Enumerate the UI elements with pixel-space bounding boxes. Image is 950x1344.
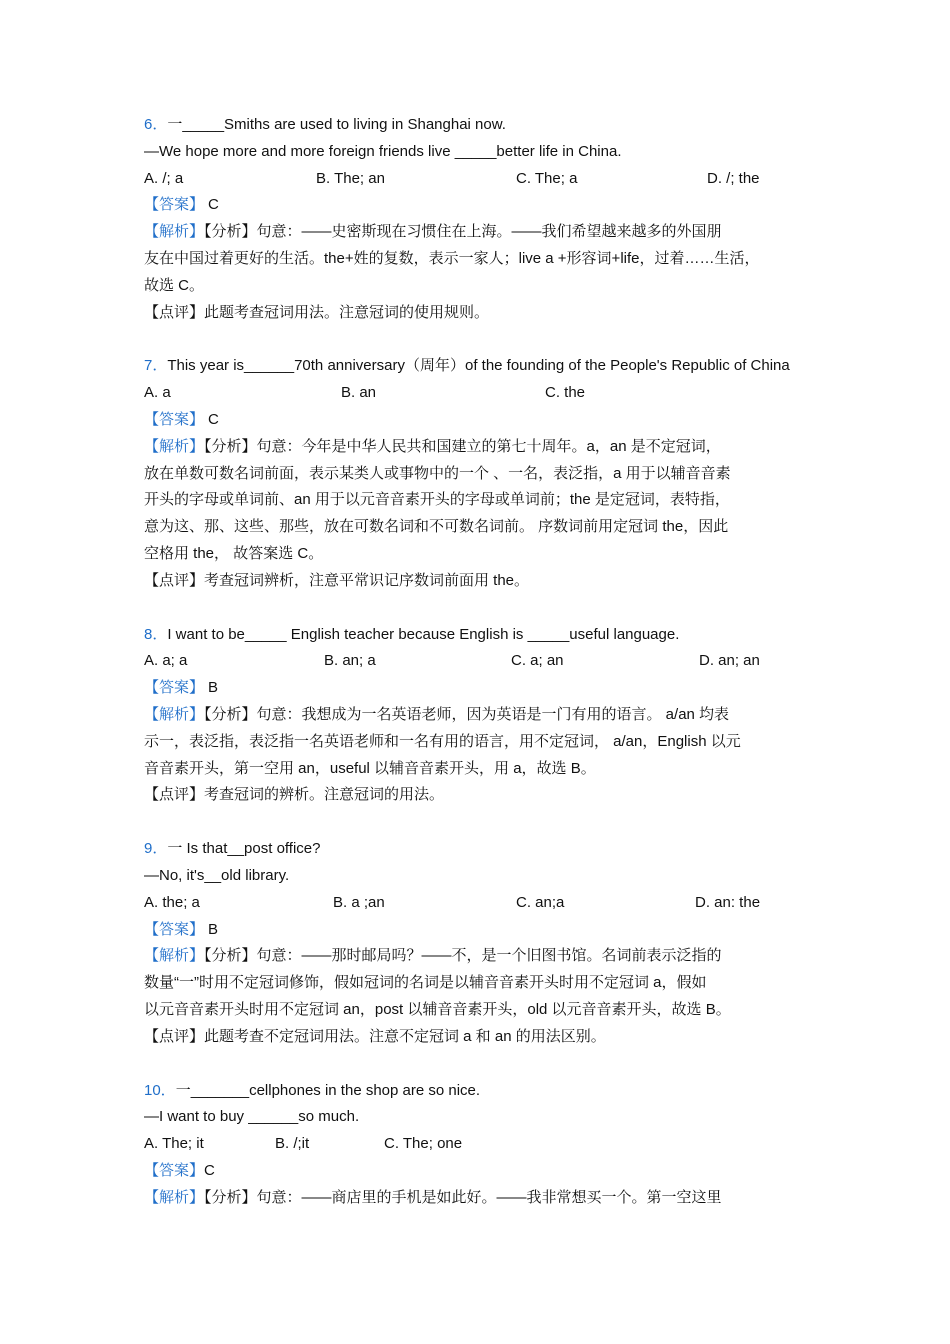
analysis-line <box>144 756 824 783</box>
analysis-tag: 【解析】 <box>144 223 205 241</box>
options-row <box>144 890 824 917</box>
analysis-text: 【分析】句意：我想成为一名英语老师，因为英语是一门有用的语言。 a/an 均表 <box>204 705 730 723</box>
comment-line: 【点评】此题考查冠词用法。注意冠词的使用规则。 <box>144 303 490 321</box>
answer-tag: 【答案】 <box>144 196 205 214</box>
spacer <box>144 595 824 622</box>
analysis-tag: 【解析】 <box>144 705 205 723</box>
analysis-text: 【分析】句意：——商店里的手机是如此好。——我非常想买一个。第一空这里 <box>204 1188 722 1206</box>
analysis-line <box>144 970 824 997</box>
question-block <box>144 622 824 810</box>
option: B. an <box>341 384 377 402</box>
question-text: 一_____Smiths are used to living in Shanghai now. <box>167 116 506 133</box>
analysis-tag: 【解析】 <box>144 437 205 455</box>
spacer <box>144 809 824 836</box>
option: A. a; a <box>144 652 188 670</box>
question-block <box>144 112 824 326</box>
analysis-tag: 【解析】 <box>144 1188 205 1206</box>
spacer <box>144 1051 824 1078</box>
answer-value: B <box>208 920 219 938</box>
analysis-text: 友在中国过着更好的生活。the+姓的复数，表示一家人；live a +形容词+life，过着……生活， <box>144 249 760 267</box>
analysis-text: 【分析】句意：今年是中华人民共和国建立的第七十周年。a，an 是不定冠词， <box>204 437 721 455</box>
answer-line <box>144 675 824 702</box>
answer-tag: 【答案】 <box>144 1161 205 1179</box>
question-text: 一_______cellphones in the shop are so nice. <box>175 1081 481 1099</box>
option: A. The; it <box>144 1135 204 1153</box>
option: C. a; an <box>511 652 564 670</box>
question-stem <box>144 353 824 380</box>
analysis-line <box>144 434 824 461</box>
question-stem: —No, it's__old library. <box>144 866 290 884</box>
options-row <box>144 380 824 407</box>
question-text: This year is______70th anniversary（周年）of the founding of the People's Republic of China <box>167 357 790 375</box>
option: B. an; a <box>324 652 376 670</box>
question-text: 一 Is that__post office? <box>167 840 321 858</box>
document-page <box>144 112 824 1211</box>
question-stem <box>144 112 824 139</box>
answer-line <box>144 192 824 219</box>
answer-value: C <box>208 196 219 214</box>
analysis-text: 以元音音素开头时用不定冠词 an，post 以辅音音素开头，old 以元音音素开头，故选 B。 <box>144 1000 731 1018</box>
option: C. an;a <box>516 893 565 911</box>
comment-line: 【点评】此题考查不定冠词用法。注意不定冠词 a 和 an 的用法区别。 <box>144 1027 606 1045</box>
question-number: 10． <box>144 1081 176 1099</box>
question-text: I want to be_____ English teacher because English is _____useful language. <box>167 625 680 643</box>
answer-line <box>144 917 824 944</box>
answer-tag: 【答案】 <box>144 679 205 697</box>
question-stem <box>144 836 824 863</box>
question-number: 9． <box>144 840 168 858</box>
analysis-text: 放在单数可数名词前面，表示某类人或事物中的一个 、一名，表泛指，a 用于以辅音音素 <box>144 464 731 482</box>
question-stem <box>144 1078 824 1105</box>
analysis-text: 故选 C。 <box>144 276 205 294</box>
question-block <box>144 836 824 1050</box>
option: B. /;it <box>275 1135 310 1153</box>
answer-value: C <box>208 410 219 428</box>
option: A. /; a <box>144 169 184 187</box>
question-number: 6． <box>144 116 168 133</box>
question-number: 8． <box>144 625 168 643</box>
option: D. an: the <box>695 893 761 911</box>
analysis-line <box>144 514 824 541</box>
answer-value: C <box>204 1161 215 1179</box>
option: B. The; an <box>316 169 385 187</box>
comment-line: 【点评】考查冠词辨析，注意平常识记序数词前面用 the。 <box>144 571 530 589</box>
answer-line <box>144 1158 824 1185</box>
analysis-text: 数量“一”时用不定冠词修饰，假如冠词的名词是以辅音音素开头时用不定冠词 a，假如 <box>144 974 707 992</box>
analysis-line <box>144 273 824 300</box>
question-block <box>144 353 824 594</box>
analysis-text: 意为这、那、这些、那些，放在可数名词和不可数名词前。 序数词前用定冠词 the，因此 <box>144 518 729 536</box>
comment-line: 【点评】考查冠词的辨析。注意冠词的用法。 <box>144 786 445 804</box>
question-stem <box>144 622 824 649</box>
option: D. /; the <box>707 169 760 187</box>
option: C. the <box>545 384 586 402</box>
option: C. The; a <box>516 169 578 187</box>
analysis-text: 【分析】句意：——那时邮局吗？——不，是一个旧图书馆。名词前表示泛指的 <box>204 947 722 965</box>
question-block <box>144 1078 824 1212</box>
analysis-tag: 【解析】 <box>144 947 205 965</box>
answer-line <box>144 407 824 434</box>
analysis-text: 音音素开头，第一空用 an，useful 以辅音音素开头，用 a，故选 B。 <box>144 759 596 777</box>
question-stem: —We hope more and more foreign friends live _____better life in China. <box>144 142 622 160</box>
analysis-line <box>144 1185 824 1212</box>
analysis-line <box>144 997 824 1024</box>
answer-value: B <box>208 679 219 697</box>
option: B. a ;an <box>333 893 385 911</box>
question-number: 7． <box>144 357 168 375</box>
analysis-text: 示一，表泛指，表泛指一名英语老师和一名有用的语言，用不定冠词， a/an，English 以元 <box>144 732 741 750</box>
options-row <box>144 648 824 675</box>
options-row <box>144 1131 824 1158</box>
analysis-line <box>144 246 824 273</box>
analysis-line <box>144 702 824 729</box>
analysis-line <box>144 219 824 246</box>
analysis-text: 空格用 the， 故答案选 C。 <box>144 544 324 562</box>
options-row <box>144 166 824 193</box>
analysis-line <box>144 541 824 568</box>
analysis-line <box>144 943 824 970</box>
option: C. The; one <box>384 1135 463 1153</box>
answer-tag: 【答案】 <box>144 410 205 428</box>
analysis-line <box>144 487 824 514</box>
option: A. a <box>144 384 171 402</box>
answer-tag: 【答案】 <box>144 920 205 938</box>
analysis-line <box>144 729 824 756</box>
spacer <box>144 326 824 353</box>
analysis-line <box>144 461 824 488</box>
option: A. the; a <box>144 893 200 911</box>
question-stem: —I want to buy ______so much. <box>144 1108 360 1126</box>
analysis-text: 开头的字母或单词前、an 用于以元音音素开头的字母或单词前；the 是定冠词，表特指， <box>144 491 730 509</box>
option: D. an; an <box>699 652 760 670</box>
analysis-text: 【分析】句意：——史密斯现在习惯住在上海。——我们希望越来越多的外国朋 <box>204 223 722 241</box>
